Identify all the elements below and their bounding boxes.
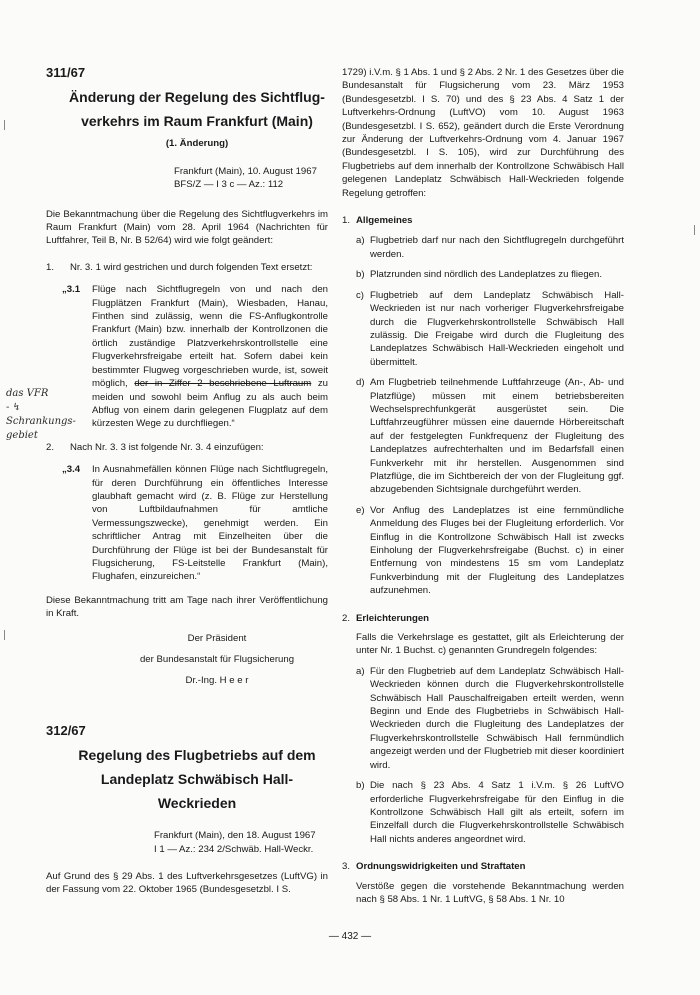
section-title: Ordnungswidrigkeiten und Straftaten: [356, 861, 526, 873]
notice-reference: BFS/Z — I 3 c — Az.: 112: [174, 179, 284, 191]
margin-mark: [4, 120, 5, 130]
list-item-text: Für den Flugbetrieb auf dem Landeplatz Schwäbisch Hall-Weckrieden können durch die Flugverkehrskontrollstelle Schwäbisch Hall Pauschalfreigaben erteilt werden, wenn Beginn und Ende des Flugbetriebs in Schwäbisch Hall-Weckrieden durch die Flugleitung des Landeplatzes der Flugverkehrskontrollstelle Schwäbisch Hall fernmündlich angezeigt werden und der Flugbetrieb mit dieser koordiniert wird.: [370, 665, 624, 771]
notice-title: [46, 85, 328, 133]
section-ordnungswidrigkeiten: [342, 860, 624, 873]
section-label: 1.: [342, 215, 351, 227]
item-label: 2.: [46, 441, 55, 453]
notice-dateline-2: [154, 829, 328, 856]
list-item-text: Flugbetrieb auf dem Landeplatz Schwäbisch Hall-Weckrieden ist nur nach vorheriger Flugverkehrsfreigabe durch die Flugverkehrskontrollstelle Schwäbisch Hall zulässig. Die Freigabe wird durch die Flugleitung des Landeplatzes Schwäbisch Hall-Weckrieden eingeholt und übermittelt.: [370, 289, 624, 368]
margin-mark: [4, 630, 5, 640]
section-label: 3.: [342, 861, 351, 873]
list-item-label: d): [356, 377, 365, 389]
notice-title-line-1: Änderung der Regelung des Sichtflug-: [69, 89, 325, 106]
struck-text: der in Ziffer 2 beschriebene Luftraum: [134, 378, 312, 390]
notice-intro-2-continued: 1729) i.V.m. § 1 Abs. 1 und § 2 Abs. 2 Nr. 1 des Gesetzes über die Bundesanstalt für Flugsicherung vom 23. März 1953 (Bundesgesetzbl. I S. 70) und des § 23 Abs. 4 Satz 1 der Luftverkehrs-Ordnung (LuftVO) vom 10. August 1963 (Bundesgesetzbl. I S. 652), geändert durch die Erste Verordnung zur Änderung der Luftverkehrs-Ordnung vom 4. Januar 1967 (Bundesgesetzbl. I S. 105), wird zur Durchführung des Flugbetriebs auf dem innerhalb der Kontrollzone Schwäbisch Hall gelegenen Landeplatz Schwäbisch Hall-Weckrieden folgende Regelung getroffen:: [342, 67, 624, 199]
item-text: Nach Nr. 3. 3 ist folgende Nr. 3. 4 einzufügen:: [70, 441, 264, 453]
list-item-label: a): [356, 665, 365, 677]
list-item-text: Am Flugbetrieb teilnehmende Luftfahrzeuge (An-, Ab- und Platzflüge) müssen mit einem betriebsbereiten Wechselsprechfunkgerät ausgerüstet sein. Die Luftfahrzeugführer müssen eine dauernde Hörbereitschaft auf der festgelegten Funkfrequenz der Flugleitung des Landeplatzes aufrechterhalten und im Bedarfsfall einen Funkverkehr mit ihr herstellen. Ausgenommen sind Platzflüge, die im Sichtbereich der von der Flugleitung ggf. abzugebenden Sichtsignale durchgeführt werden.: [370, 377, 624, 496]
amendment-item-1: [46, 261, 328, 274]
list-item: [356, 504, 624, 598]
list-item-text: Vor Anflug des Landeplatzes ist eine fernmündliche Anmeldung des Fluges bei der Flugleitung erforderlich. Vor Einflug in die Kontrollzone Schwäbisch Hall ist zwecks Einholung der Flugverkehrsfreigabe (Buchst. c) in einer Entfernung von mindestens 15 sm vom Landeplatz Funkverbindung mit der Flugleitung des Landeplatzes aufzunehmen.: [370, 504, 624, 597]
list-item: [356, 268, 624, 281]
signature-block: [46, 632, 328, 688]
right-column: [342, 66, 624, 906]
list-item-text: Die nach § 23 Abs. 4 Satz 1 i.V.m. § 26 LuftVO erforderliche Flugverkehrsfreigabe für den Einflug in die Kontrollzone Schwäbisch Hall gilt als erteilt, sofern im Einzelfall durch die Flugverkehrskontrollstelle Schwäbisch Hall nichts anderes angeordnet wird.: [370, 780, 624, 845]
list-item-label: b): [356, 780, 365, 792]
notice-closing: Diese Bekanntmachung tritt am Tage nach ihrer Veröffentlichung in Kraft.: [46, 594, 328, 620]
item-label: 1.: [46, 261, 55, 273]
notice-intro: Die Bekanntmachung über die Regelung des Sichtflugverkehrs im Raum Frankfurt (Main) vom 28. April 1964 (Nachrichten für Luftfahrer, Teil B, Nr. B 52/64) wird wie folgt geändert:: [46, 208, 328, 247]
list-item-text: Platzrunden sind nördlich des Landeplatzes zu fliegen.: [370, 269, 603, 281]
signature-line-3: Dr.-Ing. H e e r: [185, 675, 249, 687]
section-title: Allgemeines: [356, 215, 413, 227]
quote-text-b: zu meiden und sowohl beim Anflug zu als auch beim Abflug von einem darin gelegenen Flugplatz auf dem kürzesten Wege zu durchfliegen.“: [92, 378, 329, 430]
margin-note-line-3: gebiet: [6, 430, 38, 441]
list-item: [356, 376, 624, 497]
list-item: [356, 234, 624, 261]
quote-text: [92, 283, 328, 430]
notice-number: 311/67: [46, 65, 86, 80]
list-item: [356, 665, 624, 772]
signature-line-1: Der Präsident: [187, 632, 247, 644]
handwritten-margin-note: [6, 387, 76, 443]
list-item-label: b): [356, 269, 365, 281]
notice-number-2: 312/67: [46, 722, 86, 738]
signature-line-2: der Bundesanstalt für Flugsicherung: [139, 654, 295, 665]
left-column: [46, 66, 328, 897]
list-item-label: e): [356, 504, 365, 516]
notice-reference-2: I 1 — Az.: 234 2/Schwäb. Hall-Weckr.: [154, 843, 314, 855]
margin-note-line-1: das VFR - ↯: [6, 388, 49, 413]
amendment-item-2: [46, 441, 328, 454]
list-item-label: a): [356, 235, 365, 247]
section-intro: Falls die Verkehrslage es gestattet, gilt als Erleichterung der unter Nr. 1 Buchst. c) genannten Grundregeln folgendes:: [356, 632, 624, 657]
list-item-label: c): [356, 289, 364, 301]
list-item: [356, 289, 624, 369]
item-text: Nr. 3. 1 wird gestrichen und durch folgenden Text ersetzt:: [70, 261, 313, 273]
notice-date: Frankfurt (Main), 10. August 1967: [174, 165, 317, 177]
list-item: [356, 779, 624, 846]
quote-label: „3.1: [62, 284, 81, 296]
section-allgemeines: [342, 214, 624, 227]
quoted-rule-3-4: [62, 463, 328, 584]
margin-note-line-2: Schrankungs-: [6, 416, 76, 427]
section-title: Erleichterungen: [356, 612, 430, 624]
notice-title-2-line-1: Regelung des Flugbetriebs auf dem: [78, 747, 316, 764]
notice-date-2: Frankfurt (Main), den 18. August 1967: [154, 830, 316, 842]
section-label: 2.: [342, 612, 351, 624]
notice-title-2: [46, 743, 328, 815]
quote-label: „3.4: [62, 464, 81, 476]
quote-text-a: Flüge nach Sichtflugregeln von und nach den Flugplätzen Frankfurt (Main), Wiesbaden, Hanau, Finthen sind zulässig, wenn die FS-Anflugkontrolle Frankfurt (Main) bzw. innerhalb der Kontrollzonen die örtlich zuständige Platzverkehrskontrollstelle eine Flugverkehrsfreigabe erteilt hat. Sofern dabei kein bestimmter Flugweg vorgeschrieben wurde, ist, soweit möglich,: [92, 284, 328, 390]
notice-subtitle: (1. Änderung): [165, 138, 229, 150]
notice-intro-2: Auf Grund des § 29 Abs. 1 des Luftverkehrsgesetzes (LuftVG) in der Fassung vom 22. Oktober 1965 (Bundesgesetzbl. I S.: [46, 871, 328, 896]
page-number: — 432 —: [328, 931, 372, 942]
margin-mark: [694, 225, 695, 235]
notice-dateline: [174, 165, 328, 192]
section-erleichterungen: [342, 612, 624, 625]
section-text: Verstöße gegen die vorstehende Bekanntmachung werden nach § 58 Abs. 1 Nr. 1 LuftVG, § 58 Abs. 1 Nr. 10: [356, 880, 624, 905]
list-item-text: Flugbetrieb darf nur nach den Sichtflugregeln durchgeführt werden.: [370, 235, 624, 260]
notice-title-line-2: verkehrs im Raum Frankfurt (Main): [81, 113, 313, 130]
notice-title-2-line-2: Landeplatz Schwäbisch Hall-Weckrieden: [100, 771, 294, 812]
quote-text: In Ausnahmefällen können Flüge nach Sichtflugregeln, für deren Durchführung ein öffentliches Interesse glaubhaft gemacht wird (z. B. Flüge zur Herstellung von Luftbildaufnahmen für amtliche Vermessungszwecke), genehmigt werden. Ein schriftlicher Antrag mit Einzelheiten über die Durchführung der Flüge ist bei der Bundesanstalt für Flugsicherung, FS-Leitstelle Frankfurt (Main), Flughafen, einzureichen.“: [92, 464, 328, 583]
quoted-rule-3-1: [62, 283, 328, 430]
